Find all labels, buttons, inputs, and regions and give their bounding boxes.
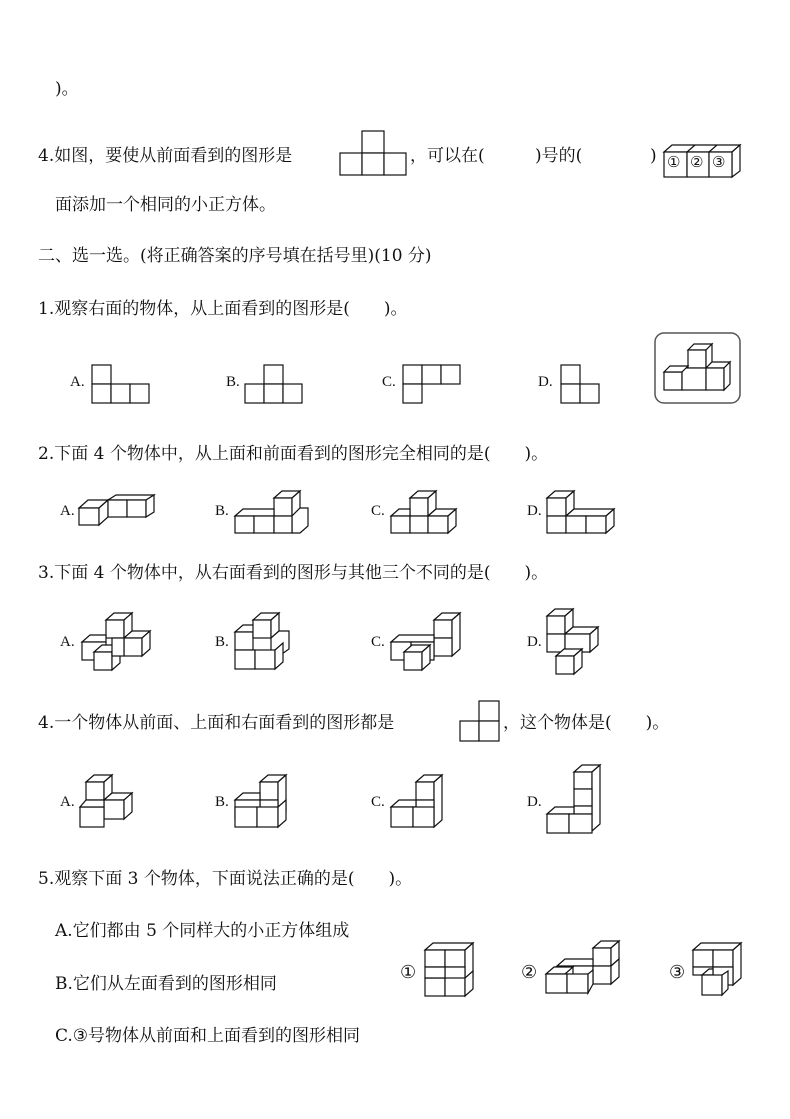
q5-object-1-figure [424,942,480,998]
q3-option-d: D. [527,634,542,650]
q5-object-label-1: ① [400,962,417,983]
q1-option-d: D. [538,374,553,390]
q4-option-b: B. [215,794,229,810]
q4-option-d-figure [546,764,606,840]
q5-object-2-figure [545,940,621,996]
q3-option-a: A. [60,634,75,650]
q5-object-label-3: ③ [669,962,686,983]
q1-option-b-figure [244,364,304,404]
q1-option-a: A. [70,374,85,390]
q3-text: 3.下面 4 个物体中，从右面看到的图形与其他三个不同的是( )。 [38,563,549,583]
q4-view-figure [459,700,501,744]
front-view-figure [340,130,408,176]
q4-option-b-figure [234,774,292,830]
section-title: 二、选一选。(将正确答案的序号填在括号里)(10 分) [38,246,432,266]
q4-option-c: C. [371,794,385,810]
q1-option-a-figure [91,364,151,404]
q4-text-after: ，这个物体是( )。 [503,713,670,733]
cube-label-2: ② [690,153,704,171]
q4-option-a: A. [60,794,75,810]
q5-statement-a: A.它们都由 5 个同样大的小正方体组成 [55,921,350,941]
q2-option-b: B. [215,503,229,519]
q2-option-d: D. [527,503,542,519]
q3-option-d-figure [546,608,604,676]
q2-option-b-figure [234,490,312,534]
q2-option-a-figure [78,494,158,526]
q5-statement-c: C.③号物体从前面和上面看到的图形相同 [55,1026,361,1046]
q2-text: 2.下面 4 个物体中，从上面和前面看到的图形完全相同的是( )。 [38,444,549,464]
q1-option-c-figure [402,364,462,404]
q1-option-d-figure [560,364,602,404]
q1-option-b: B. [226,374,240,390]
q5-statement-b: B.它们从左面看到的图形相同 [55,974,277,994]
cube-label-1: ① [667,153,681,171]
q4-fill-mid: ，可以在( [410,146,485,166]
previous-question-fragment: )。 [55,79,79,99]
q5-text: 5.观察下面 3 个物体，下面说法正确的是( )。 [38,869,413,889]
q3-option-c: C. [371,634,385,650]
q2-option-d-figure [546,490,618,534]
q4-option-c-figure [390,774,448,830]
q5-object-label-2: ② [521,962,538,983]
q2-option-a: A. [60,503,75,519]
q1-option-c: C. [382,374,396,390]
q5-object-3-figure [692,942,748,998]
q3-option-b: B. [215,634,229,650]
q3-option-a-figure [78,612,154,672]
q3-option-c-figure [390,612,466,672]
q4-fill-lead: 4.如图，要使从前面看到的图形是 [38,146,293,166]
q3-option-b-figure [234,612,294,672]
q4-fill-mid2: )号的( [535,146,583,166]
q4-fill-line2: 面添加一个相同的小正方体。 [55,195,276,215]
q2-option-c-figure [390,490,462,534]
q1-text: 1.观察右面的物体，从上面看到的图形是( )。 [38,299,408,319]
q4-option-a-figure [78,774,136,830]
q2-option-c: C. [371,503,385,519]
q1-object-figure [654,332,742,406]
q4-fill-mid3: ) [650,146,657,166]
cube-label-3: ③ [712,153,726,171]
q4-option-d: D. [527,794,542,810]
q4-text-before: 4.一个物体从前面、上面和右面看到的图形都是 [38,713,395,733]
